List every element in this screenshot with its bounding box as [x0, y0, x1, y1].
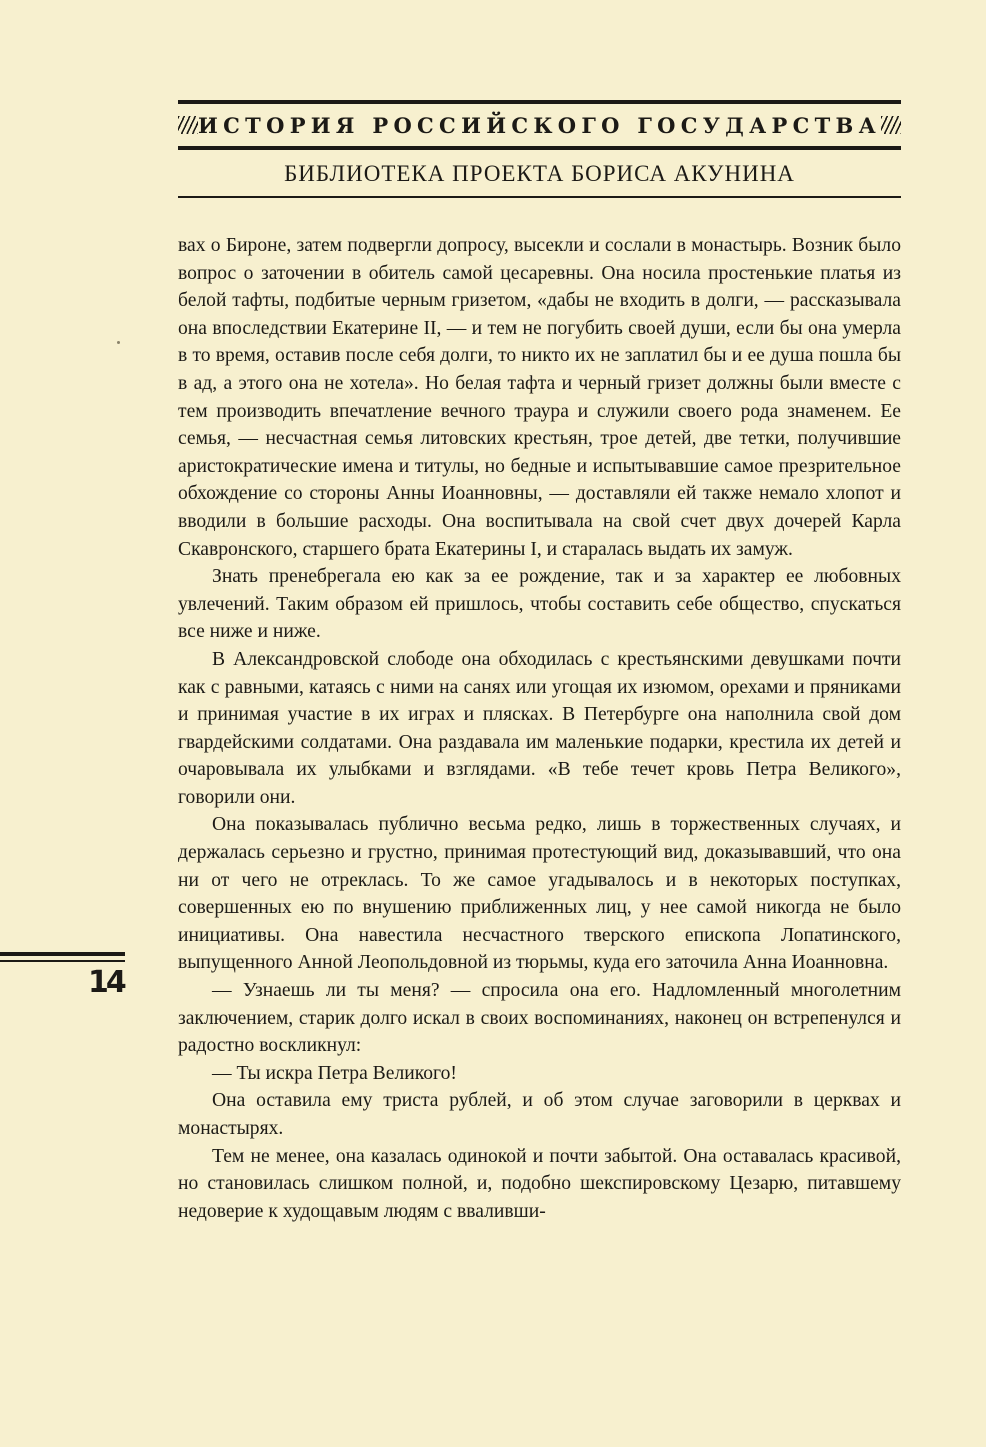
library-subtitle: БИБЛИОТЕКА ПРОЕКТА БОРИСА АКУНИНА: [284, 161, 795, 186]
paragraph: Она показывалась публично весьма редко, лишь в торжественных случаях, и держалась серьезно и грустно, принимая протестующий вид, доказывавший, что она ни от чего не отреклась. То же самое угадывалось и в некоторых поступках, совершенных ею по внушению приближенных лиц, у нее самой никогда не было инициативы. Она навестила несчастного тверского епископа Лопатинского, выпущенного Анной Леопольдовной из тюрьмы, куда его заточила Анна Иоанновна.: [178, 814, 901, 974]
paragraph: Знать пренебрегала ею как за ее рождение, так и за характер ее любовных увлечений. Таким образом ей пришлось, чтобы составить себе общество, спускаться все ниже и ниже.: [178, 566, 901, 643]
paper-speck: [117, 341, 120, 344]
hatch-ornament-right: [881, 116, 901, 134]
header-bottom-rule: [178, 196, 901, 198]
body-text: [178, 232, 901, 1225]
paragraph: Тем не менее, она казалась одинокой и почти забытой. Она оставалась красивой, но становилась слишком полной, и, подобно шекспировскому Цезарю, питавшему недоверие к худощавым людям с вваливши-: [178, 1145, 901, 1222]
paragraph: — Ты искра Петра Великого!: [212, 1062, 457, 1084]
paragraph: — Узнаешь ли ты меня? — спросила она его. Надломленный многолетним заключением, старик долго искал в своих воспоминаниях, наконец он встрепенулся и радостно воскликнул:: [178, 980, 901, 1057]
running-header: [178, 100, 901, 198]
hatch-ornament-left: [178, 116, 198, 134]
page-number: 14: [88, 965, 124, 1000]
series-title-row: [178, 104, 901, 146]
paragraph: В Александровской слободе она обходилась с крестьянскими девушками почти как с равными, катаясь с ними на санях или угощая их изюмом, орехами и пряниками и принимая участие в их играх и плясках. В Петербурге она наполнила свой дом гвардейскими солдатами. Она раздавала им маленькие подарки, крестила их детей и очаровывала их улыбками и взглядами. «В тебе течет кровь Петра Великого», говорили они.: [178, 648, 901, 808]
series-title: ИСТОРИЯ РОССИЙСКОГО ГОСУДАРСТВА: [198, 112, 881, 138]
paragraph: Она оставила ему триста рублей, и об этом случае заговорили в церквах и монастырях.: [178, 1090, 901, 1139]
paragraph: вах о Бироне, затем подвергли допросу, высекли и сослали в монастырь. Возник было вопрос о заточении в обитель самой цесаревны. Она носила простенькие платья из белой тафты, подбитые черным гризетом, «дабы не входить в долги, — рассказывала она впоследствии Екатерине II, — и тем не погубить своей души, если бы она умерла в то время, оставив после себя долги, то никто их не заплатил бы и ее душа пошла бы в ад, а этого она не хотела». Но белая тафта и черный гризет должны были вместе с тем производить впечатление вечного траура и служили своего рода знаменем. Ее семья, — несчастная семья литовских крестьян, трое детей, две тетки, получившие аристократические имена и титулы, но бедные и испытывавшие самое презрительное обхождение со стороны Анны Иоанновны, — доставляли ей также немало хлопот и вводили в большие расходы. Она воспитывала на свой счет двух дочерей Карла Скавронского, старшего брата Екатерины I, и старалась выдать их замуж.: [178, 235, 901, 560]
